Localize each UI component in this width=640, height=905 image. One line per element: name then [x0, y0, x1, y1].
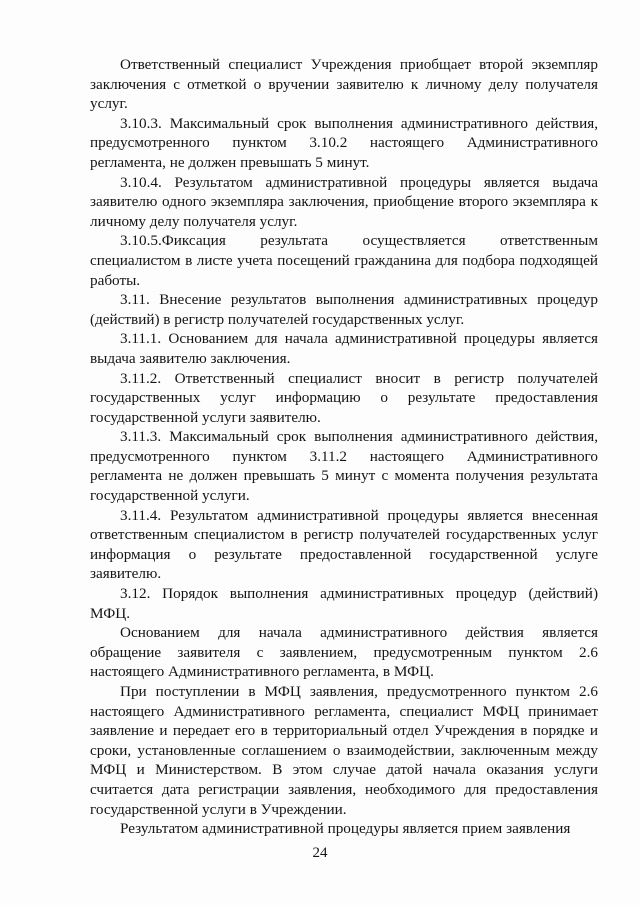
- paragraph-mfc-receipt: При поступлении в МФЦ заявления, предусмотренного пунктом 2.6 настоящего Административного регламента, специалист МФЦ принимает заявление и передает его в территориальный отдел Учреждения в порядке и сроки, установленные соглашением о взаимодействии, заключенным между МФЦ и Министерством. В этом случае датой начала оказания услуги считается дата регистрации заявления, необходимого для предоставления государственной услуги в Учреждении.: [90, 683, 598, 818]
- paragraph-3-10-4: 3.10.4. Результатом административной процедуры является выдача заявителю одного экземпляра заключения, приобщение второго экземпляра к личному делу получателя услуг.: [90, 173, 598, 230]
- paragraph-result: Результатом административной процедуры является прием заявления: [120, 820, 571, 838]
- document-body: [90, 55, 598, 839]
- paragraph-3-10-3: 3.10.3. Максимальный срок выполнения административного действия, предусмотренного пунктом 3.10.2 настоящего Административного регламента, не должен превышать 5 минут.: [90, 114, 598, 171]
- paragraph-3-11-4: 3.11.4. Результатом административной процедуры является внесенная ответственным специалистом в регистр получателей государственных услуг информация о результате предоставленной государственной услуге заявителю.: [90, 506, 598, 583]
- paragraph-3-11: 3.11. Внесение результатов выполнения административных процедур (действий) в регистр получателей государственных услуг.: [90, 291, 598, 328]
- paragraph-3-11-3: 3.11.3. Максимальный срок выполнения административного действия, предусмотренного пунктом 3.11.2 настоящего Административного регламента не должен превышать 5 минут с момента получения результата государственной услуги.: [90, 428, 598, 505]
- paragraph-3-12: 3.12. Порядок выполнения административных процедур (действий) МФЦ.: [90, 585, 598, 622]
- paragraph-3-11-1: 3.11.1. Основанием для начала административной процедуры является выдача заявителю заключения.: [90, 330, 598, 367]
- page-number: 24: [312, 845, 328, 861]
- paragraph-3-10-5: 3.10.5.Фиксация результата осуществляется ответственным специалистом в листе учета посещений гражданина для подбора подходящей работы.: [90, 232, 598, 289]
- paragraph-basis: Основанием для начала административного действия является обращение заявителя с заявлением, предусмотренным пунктом 2.6 настоящего Административного регламента, в МФЦ.: [90, 624, 598, 681]
- paragraph-3-11-2: 3.11.2. Ответственный специалист вносит в регистр получателей государственных услуг информацию о результате предоставления государственной услуги заявителю.: [90, 369, 598, 426]
- paragraph-intro: Ответственный специалист Учреждения приобщает второй экземпляр заключения с отметкой о вручении заявителю к личному делу получателя услуг.: [90, 56, 598, 113]
